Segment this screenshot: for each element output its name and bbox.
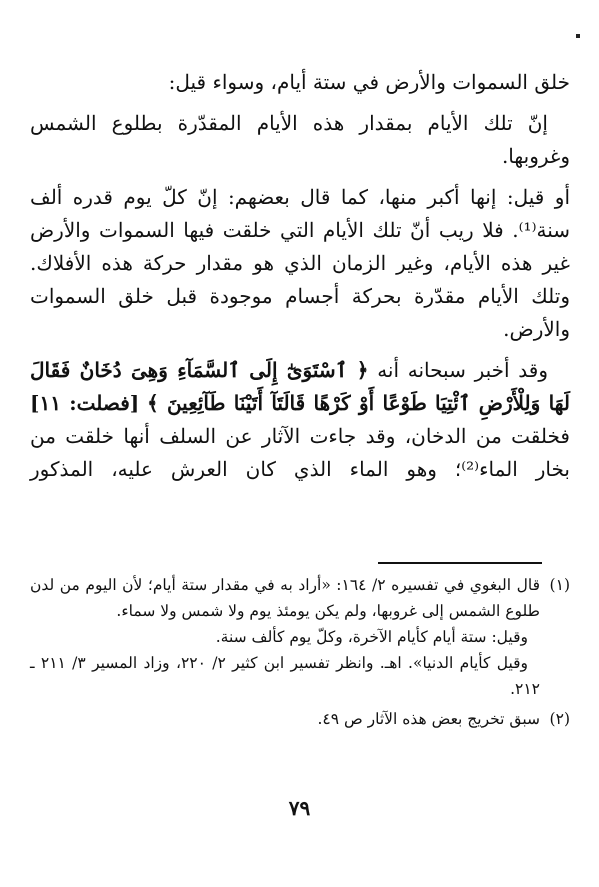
paragraph-1: خلق السموات والأرض في ستة أيام، وسواء قيل: <box>168 70 570 94</box>
paragraph-4 <box>30 354 570 486</box>
paragraph-3: أو قيل: إنها أكبر منها، كما قال بعضهم: إنّ كلّ يوم قدره ألف سنة⁽¹⁾. فلا ريب أنّ تلك الأيام التي خلقت فيها السموات والأرض غير هذه الأيام، وغير الزمان الذي هو مقدار حركة هذه الأفلاك. وتلك الأيام مقدّرة بحركة أجسام موجودة قبل خلق السموات والأرض. <box>30 185 570 341</box>
paragraph-4-rest: فخلقت من الدخان، وقد جاءت الآثار عن السلف أنها خلقت من بخار الماء⁽²⁾؛ وهو الماء الذي كان العرش عليه، المذكور <box>30 424 570 481</box>
footnote-number: (٢) <box>549 710 570 728</box>
footnote-body <box>30 572 540 702</box>
verse-reference: [فصلت: ١١] <box>30 391 140 415</box>
quran-verse: ﴿ ٱسْتَوَىٰٓ إِلَى ٱلسَّمَآءِ وَهِىَ دُخَانٌ فَقَالَ لَهَا وَلِلْأَرْضِ ٱئْتِيَا طَوْعًا أَوْ كَرْهًا قَالَتَآ أَتَيْنَا طَآئِعِينَ ﴾ <box>30 358 570 415</box>
footnote-number: (١) <box>549 576 570 594</box>
footnote-body <box>30 706 540 732</box>
main-text <box>30 66 570 494</box>
footnote-1 <box>30 572 570 702</box>
footnote-line: وقيل كأيام الدنيا». اهـ. وانظر تفسير ابن كثير ٢/ ٢٢٠، وزاد المسير ٣/ ٢١١ ـ ٢١٢. <box>30 654 540 698</box>
footnote-divider <box>378 562 542 564</box>
page-corner-mark <box>576 34 580 38</box>
footnote-line: قال البغوي في تفسيره ٢/ ١٦٤: «أراد به في مقدار ستة أيام؛ لأن اليوم من لدن طلوع الشمس إلى غروبها، ولم يكن يومئذ يوم ولا شمس ولا سماء. <box>30 576 540 620</box>
footnote-line: وقيل: ستة أيام كأيام الآخرة، وكلّ يوم كألف سنة. <box>215 628 528 646</box>
paragraph-2: إنّ تلك الأيام بمقدار هذه الأيام المقدّرة بطلوع الشمس وغروبها. <box>30 111 570 168</box>
page-number: ٧٩ <box>288 796 311 820</box>
paragraph-4-intro: وقد أخبر سبحانه أنه <box>377 358 548 382</box>
footnote-2 <box>30 706 570 732</box>
footnotes <box>30 572 570 736</box>
footnote-line: سبق تخريج بعض هذه الآثار ص ٤٩. <box>317 710 540 728</box>
